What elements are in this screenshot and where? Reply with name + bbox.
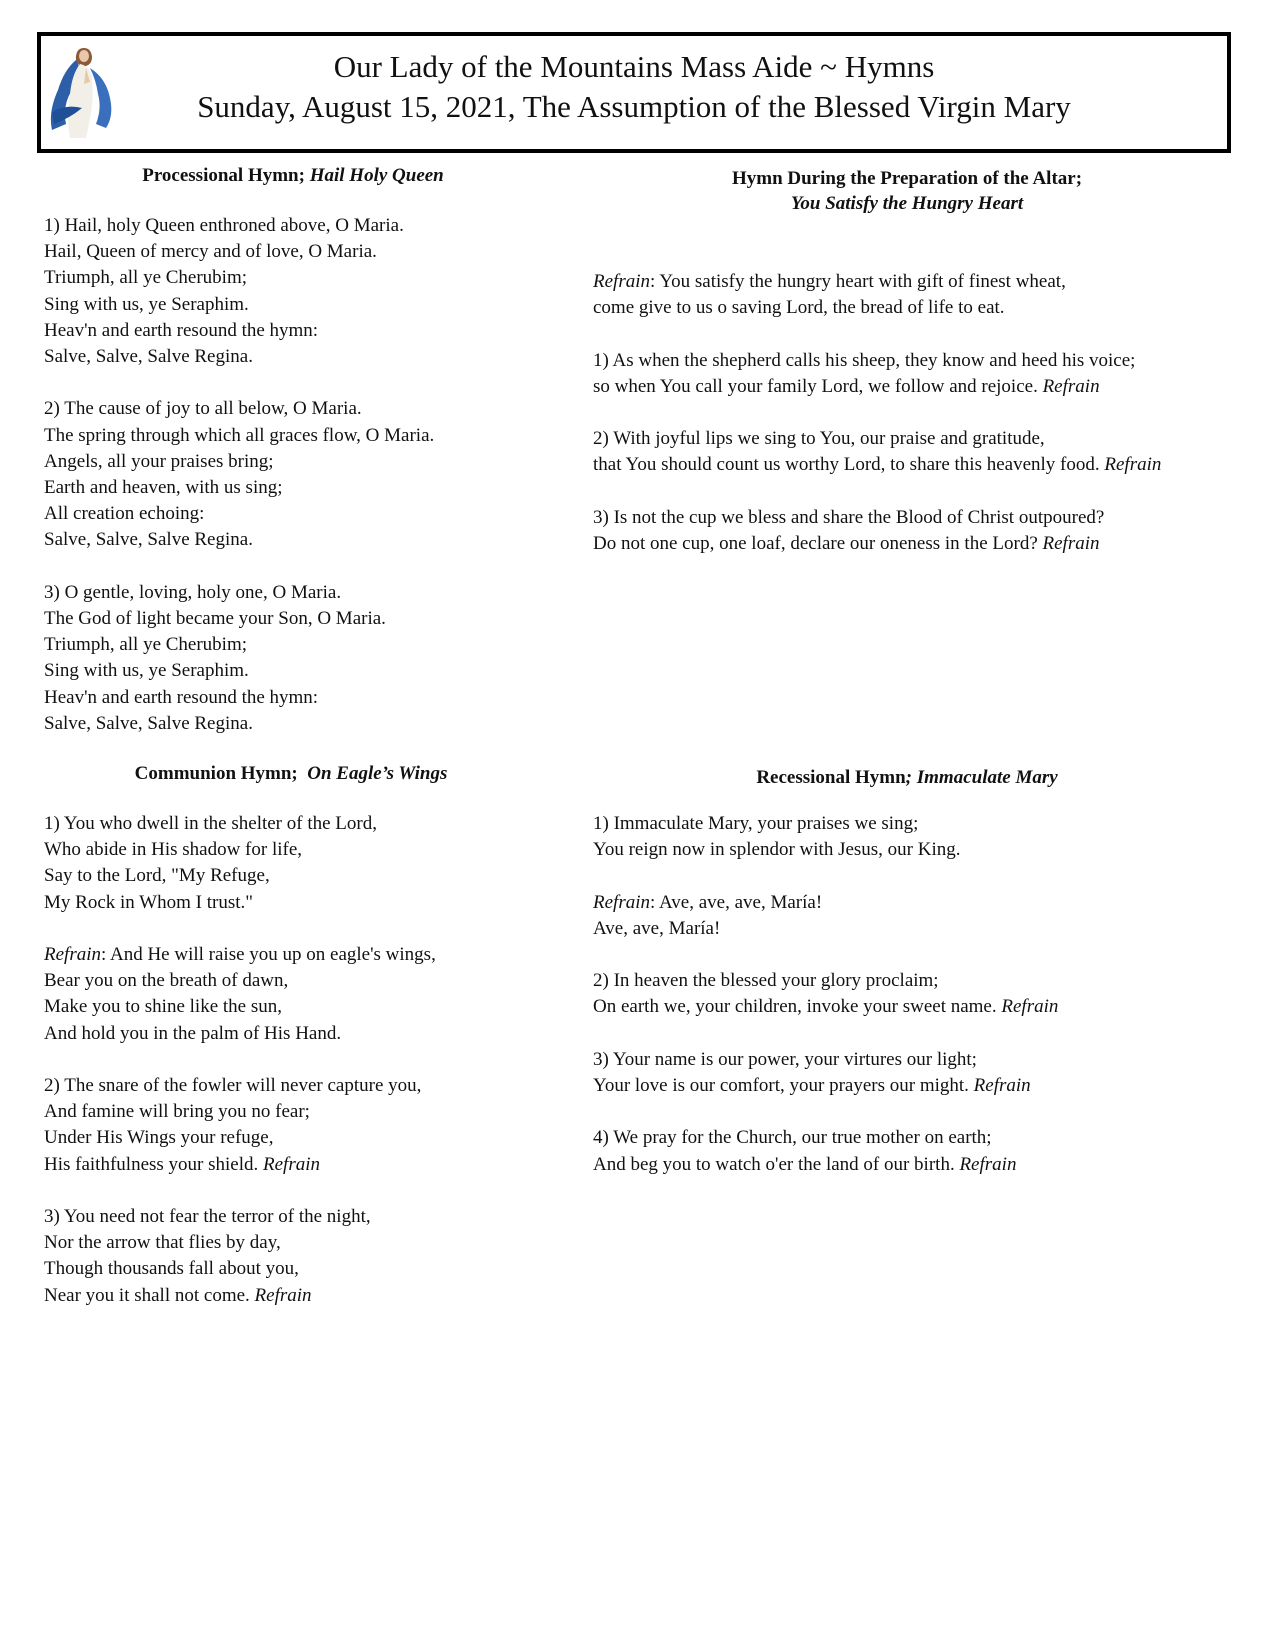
verse-line: Say to the Lord, "My Refuge, — [44, 865, 270, 887]
header-subtitle: Sunday, August 15, 2021, The Assumption of the Blessed Virgin Mary — [197, 89, 1071, 124]
verse-text: so when You call your family Lord, we follow and rejoice. — [593, 375, 1043, 397]
verse-line: 1) You who dwell in the shelter of the Lord, — [44, 813, 377, 834]
refrain — [593, 890, 1233, 942]
verse-line: And hold you in the palm of His Hand. — [44, 1022, 342, 1044]
verse-line: Heav'n and earth resound the hymn: — [44, 686, 319, 708]
refrain-label: Refrain — [44, 944, 101, 965]
verse-line — [593, 269, 1233, 295]
refrain-tag: Refrain — [263, 1153, 321, 1175]
verse-line: Earth and heaven, with us sing; — [44, 477, 283, 499]
verse-line: The spring through which all graces flow, O Maria. — [44, 424, 435, 446]
verse-text: And beg you to watch o'er the land of our birth. — [593, 1153, 960, 1175]
verse — [44, 213, 534, 370]
verse-line: 2) The cause of joy to all below, O Maria. — [44, 398, 362, 420]
verse-line: 4) We pray for the Church, our true mother on earth; — [593, 1127, 992, 1149]
verse-line: 1) Immaculate Mary, your praises we sing; — [593, 813, 919, 834]
hymn-title: You Satisfy the Hungry Heart — [790, 193, 1024, 214]
header-title: Our Lady of the Mountains Mass Aide ~ Hymns — [333, 49, 935, 84]
hymn-title: ; Immaculate Mary — [905, 767, 1058, 788]
verse-line: Though thousands fall about you, — [44, 1258, 299, 1280]
verse-line: Bear you on the breath of dawn, — [44, 970, 289, 992]
verse-line — [44, 1152, 534, 1178]
header-box — [37, 32, 1231, 153]
verse-line: Angels, all your praises bring; — [44, 450, 274, 472]
verse-line: All creation echoing: — [44, 503, 205, 525]
verse-line: 3) O gentle, loving, holy one, O Maria. — [44, 581, 342, 603]
verse-line: And famine will bring you no fear; — [44, 1101, 310, 1123]
refrain-tag: Refrain — [1042, 375, 1100, 397]
verse-line: Ave, ave, María! — [593, 917, 721, 939]
recessional-hymn-heading — [593, 765, 1221, 790]
refrain-text: : Ave, ave, ave, María! — [650, 891, 823, 913]
verse — [593, 348, 1233, 400]
verse-line: Sing with us, ye Seraphim. — [44, 660, 249, 682]
verse-line — [593, 531, 1233, 557]
verse-line: Sing with us, ye Seraphim. — [44, 293, 249, 315]
verse — [44, 1204, 534, 1309]
refrain-label: Refrain — [593, 891, 650, 913]
verse-line: 2) The snare of the fowler will never capture you, — [44, 1075, 422, 1096]
refrain — [593, 269, 1233, 321]
verse-line: Who abide in His shadow for life, — [44, 839, 303, 861]
verse-line: 2) With joyful lips we sing to You, our praise and gratitude, — [593, 428, 1045, 450]
verse-line: My Rock in Whom I trust." — [44, 891, 254, 913]
verse-text: that You should count us worthy Lord, to share this heavenly food. — [593, 454, 1105, 476]
verse-line — [593, 994, 1233, 1020]
refrain-tag: Refrain — [973, 1074, 1031, 1096]
communion-hymn-section — [44, 761, 534, 1309]
refrain-tag: Refrain — [1001, 996, 1059, 1018]
refrain-text: : And He will raise you up on eagle's wings, — [101, 944, 436, 965]
refrain-tag: Refrain — [959, 1153, 1017, 1175]
verse-line — [44, 1283, 534, 1309]
recessional-hymn-section — [593, 767, 1233, 1178]
hymn-title: Hail Holy Queen — [309, 165, 444, 186]
refrain-tag: Refrain — [254, 1284, 312, 1306]
verse-line: Triumph, all ye Cherubim; — [44, 267, 248, 289]
verse-line: 1) Hail, holy Queen enthroned above, O Maria. — [44, 215, 404, 236]
verse-line — [44, 942, 534, 968]
section-label: Hymn During the Preparation of the Altar; — [731, 168, 1083, 189]
verse — [593, 505, 1233, 557]
refrain-tag: Refrain — [1104, 454, 1162, 476]
verse-line: Salve, Salve, Salve Regina. — [44, 529, 253, 551]
verse-line: The God of light became your Son, O Maria. — [44, 608, 386, 630]
verse-line: 3) You need not fear the terror of the night, — [44, 1206, 371, 1227]
verse-line: Nor the arrow that flies by day, — [44, 1232, 281, 1254]
verse-line: Make you to shine like the sun, — [44, 996, 282, 1018]
verse-text: Your love is our comfort, your prayers our might. — [593, 1074, 974, 1096]
refrain-tag: Refrain — [1042, 532, 1100, 554]
hymn-title: On Eagle’s Wings — [307, 763, 448, 784]
verse-line: Hail, Queen of mercy and of love, O Maria. — [44, 241, 377, 263]
verse — [44, 1073, 534, 1178]
processional-hymn-section — [44, 163, 534, 737]
verse-line: come give to us o saving Lord, the bread of life to eat. — [593, 297, 1005, 319]
refrain-label: Refrain — [593, 271, 650, 292]
verse-line: 1) As when the shepherd calls his sheep, they know and heed his voice; — [593, 349, 1136, 371]
verse — [44, 580, 534, 737]
refrain-text: : You satisfy the hungry heart with gift of finest wheat, — [650, 271, 1066, 292]
verse — [44, 811, 534, 916]
verse — [593, 1047, 1233, 1099]
verse-line: 3) Is not the cup we bless and share the Blood of Christ outpoured? — [593, 506, 1105, 528]
verse-line: Under His Wings your refuge, — [44, 1127, 274, 1149]
verse-line — [593, 1152, 1233, 1178]
refrain — [44, 942, 534, 1047]
verse — [593, 1125, 1233, 1177]
section-label: Communion Hymn; — [134, 763, 308, 784]
section-label: Processional Hymn; — [142, 165, 310, 186]
verse-line — [593, 452, 1233, 478]
section-label: Recessional Hymn — [756, 767, 906, 788]
verse-line: 2) In heaven the blessed your glory proclaim; — [593, 970, 939, 992]
verse-text: His faithfulness your shield. — [44, 1153, 264, 1175]
verse — [44, 396, 534, 553]
verse-line — [593, 1073, 1233, 1099]
preparation-hymn-section — [593, 166, 1233, 557]
verse-line: Salve, Salve, Salve Regina. — [44, 712, 253, 734]
verse-line: Heav'n and earth resound the hymn: — [44, 319, 319, 341]
verse-text: On earth we, your children, invoke your sweet name. — [593, 996, 1002, 1018]
verse — [593, 426, 1233, 478]
verse-text: Near you it shall not come. — [44, 1284, 255, 1306]
verse — [593, 968, 1233, 1020]
verse-line: Triumph, all ye Cherubim; — [44, 634, 248, 656]
processional-hymn-heading — [52, 163, 534, 188]
verse-text: Do not one cup, one loaf, declare our oneness in the Lord? — [593, 532, 1043, 554]
communion-hymn-heading — [48, 761, 534, 786]
verse-line: You reign now in splendor with Jesus, our King. — [593, 839, 961, 861]
verse — [593, 811, 1233, 863]
verse-line — [593, 890, 1233, 916]
verse-line — [593, 374, 1233, 400]
preparation-hymn-heading — [593, 166, 1221, 216]
verse-line: 3) Your name is our power, your virtures our light; — [593, 1048, 977, 1070]
verse-line: Salve, Salve, Salve Regina. — [44, 346, 253, 368]
